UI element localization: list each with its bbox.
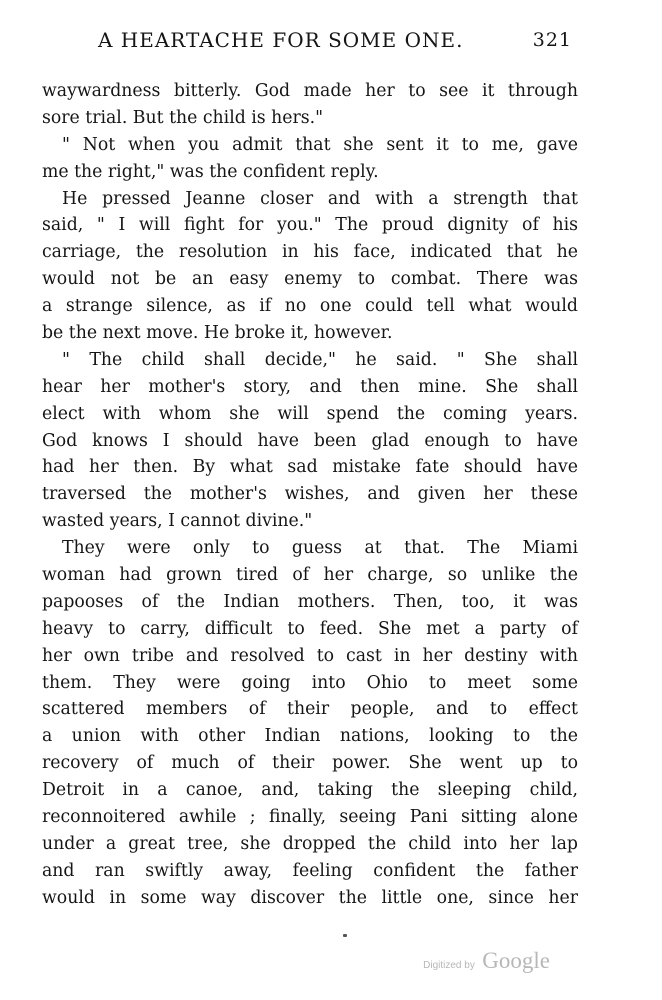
- text-line: woman had grown tired of her charge, so unlike the: [42, 565, 578, 586]
- text-line: hear her mother's story, and then mine. She shall: [42, 376, 578, 397]
- digitized-by-google-watermark: [423, 948, 550, 974]
- signature-mark: [343, 934, 347, 937]
- text-line: He pressed Jeanne closer and with a strength that: [62, 188, 578, 209]
- text-line: elect with whom she will spend the coming years.: [42, 403, 578, 424]
- text-line: would in some way discover the little one, since her: [42, 887, 578, 908]
- google-logo: Google: [482, 948, 550, 973]
- text-line: them. They were going into Ohio to meet some: [42, 672, 578, 693]
- text-line: sore trial. But the child is hers.": [42, 107, 324, 128]
- text-line: me the right," was the confident reply.: [42, 161, 379, 182]
- text-line: Detroit in a canoe, and, taking the sleeping child,: [42, 780, 578, 801]
- text-line: traversed the mother's wishes, and given her these: [42, 484, 578, 505]
- text-line: " Not when you admit that she sent it to me, gave: [62, 134, 578, 155]
- text-line: They were only to guess at that. The Miami: [62, 538, 578, 559]
- text-line: " The child shall decide," he said. " She shall: [62, 349, 578, 370]
- text-line: had her then. By what sad mistake fate should have: [42, 457, 578, 478]
- text-line: wasted years, I cannot divine.": [42, 511, 313, 532]
- body-text: [42, 78, 578, 912]
- text-line: waywardness bitterly. God made her to see it through: [42, 81, 578, 101]
- page-header: [40, 28, 576, 58]
- text-line: would not be an easy enemy to combat. There was: [42, 269, 578, 290]
- text-line: God knows I should have been glad enough to have: [42, 430, 578, 451]
- text-line: said, " I will fight for you." The proud dignity of his: [42, 215, 578, 236]
- page-number: 321: [532, 29, 572, 51]
- watermark-prefix: Digitized by: [423, 960, 475, 971]
- text-line: recovery of much of their power. She went up to: [42, 753, 578, 774]
- running-title: A HEARTACHE FOR SOME ONE.: [98, 28, 464, 52]
- text-line: her own tribe and resolved to cast in her destiny with: [42, 645, 578, 666]
- text-line: carriage, the resolution in his face, indicated that he: [42, 242, 578, 263]
- text-line: a union with other Indian nations, looking to the: [42, 726, 578, 747]
- text-line: papooses of the Indian mothers. Then, too, it was: [42, 591, 578, 612]
- text-line: reconnoitered awhile ; finally, seeing Pani sitting alone: [42, 807, 578, 828]
- text-line: heavy to carry, difficult to feed. She met a party of: [42, 618, 578, 639]
- text-line: a strange silence, as if no one could tell what would: [42, 296, 578, 317]
- text-line: scattered members of their people, and to effect: [42, 699, 578, 720]
- text-line: under a great tree, she dropped the child into her lap: [42, 833, 578, 854]
- text-line: be the next move. He broke it, however.: [42, 323, 393, 344]
- text-line: and ran swiftly away, feeling confident the father: [42, 860, 578, 881]
